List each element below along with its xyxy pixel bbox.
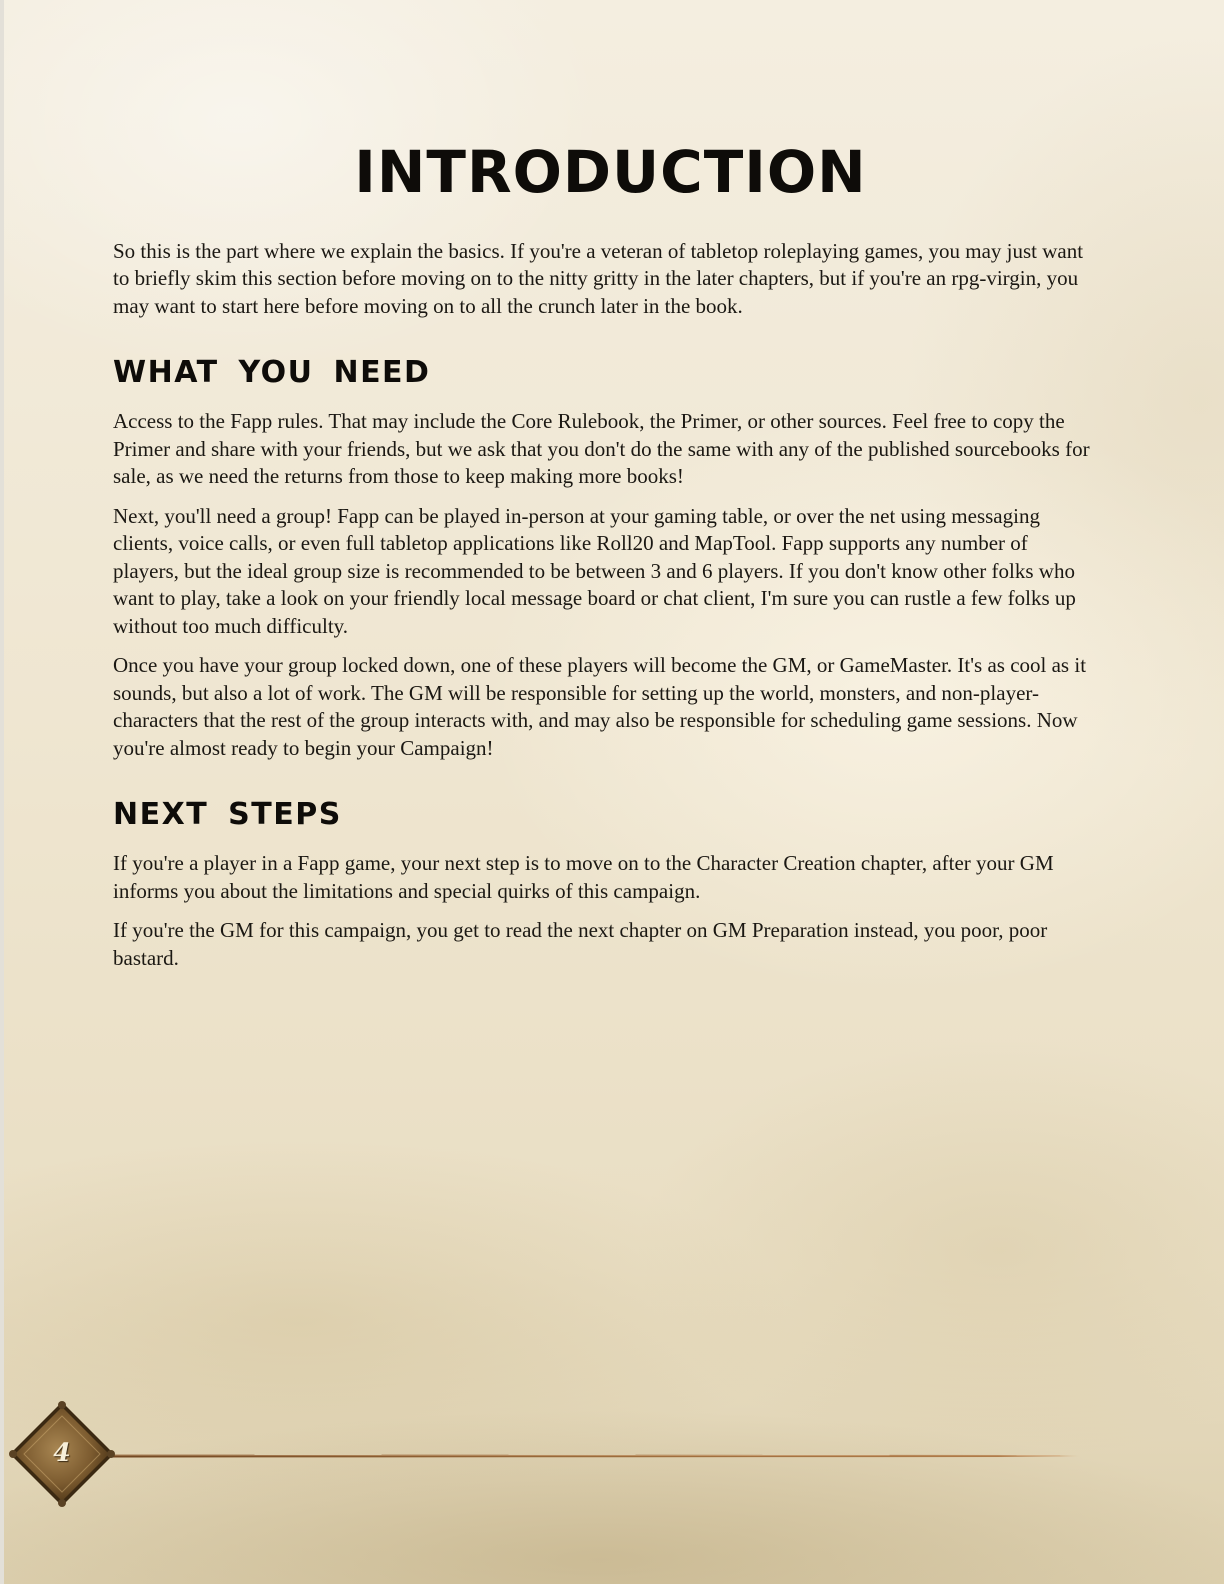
page-content [113, 138, 1098, 984]
paragraph-rules-access: Access to the Fapp rules. That may include the Core Rulebook, the Primer, or other sources. Feel free to copy the Primer and share with your friends, but we ask that you don't do the same with any of the published sourcebooks for sale, as we need the returns from those to keep making more books! [113, 409, 1090, 489]
page-edge [0, 0, 4, 1584]
paragraph-gm-next-step: If you're the GM for this campaign, you get to read the next chapter on GM Preparation instead, you poor, poor bastard. [113, 918, 1048, 970]
section-heading-next-steps: NEXT STEPS [113, 797, 342, 833]
page-number: 4 [53, 1438, 71, 1467]
paragraph-gamemaster: Once you have your group locked down, one of these players will become the GM, or GameMaster. It's as cool as it sounds, but also a lot of work. The GM will be responsible for setting up the world, monsters, and non-player-characters that the rest of the group interacts with, and may also be responsible for scheduling game sessions. Now you're almost ready to begin your Campaign! [113, 653, 1087, 760]
intro-paragraph: So this is the part where we explain the basics. If you're a veteran of tabletop roleplaying games, you may just want to briefly skim this section before moving on to the nitty gritty in the later chapters, but if you're an rpg-virgin, you may want to start here before moving on to all the crunch later in the book. [113, 238, 1084, 318]
page-title: INTRODUCTION [354, 138, 867, 206]
section-heading-what-you-need: WHAT YOU NEED [113, 355, 431, 391]
paragraph-player-next-step: If you're a player in a Fapp game, your next step is to move on to the Character Creation chapter, after your GM informs you about the limitations and special quirks of this campaign. [113, 851, 1054, 903]
paragraph-group: Next, you'll need a group! Fapp can be played in-person at your gaming table, or over the net using messaging clients, voice calls, or even full tabletop applications like Roll20 and MapTool. Fapp supports any number of players, but the ideal group size is recommended to be between 3 and 6 players. If you don't know other folks who want to play, take a look on your friendly local message board or chat client, I'm sure you can rustle a few folks up without too much difficulty. [113, 503, 1076, 638]
footer-rule [60, 1452, 1080, 1460]
